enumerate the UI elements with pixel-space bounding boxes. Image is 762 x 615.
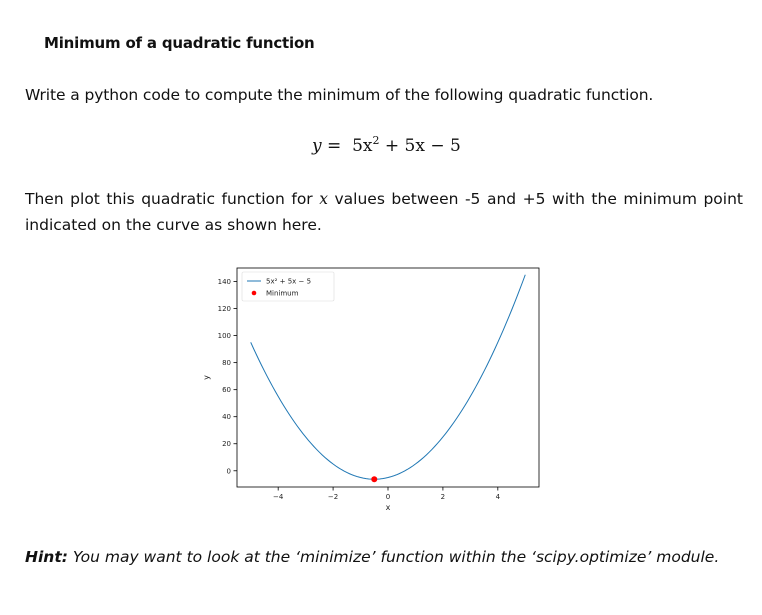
chart-legend [242, 272, 334, 301]
document-heading: Minimum of a quadratic function [44, 34, 315, 52]
y-ticks [218, 278, 237, 475]
legend-label-minimum: Minimum [266, 289, 299, 298]
plot-instruction-after: values between -5 and +5 with the minimum point indicated on the curve as shown here. [25, 190, 743, 234]
quadratic-equation: $y = 5x^2 + 5x - 5$ [312, 134, 461, 156]
quadratic-curve [251, 275, 526, 479]
y-tick-label: 100 [217, 332, 231, 341]
plot-instruction-before: Then plot this quadratic function for [25, 190, 320, 208]
y-tick-label: 0 [226, 467, 231, 476]
hint-body: You may want to look at the ‘minimize’ function within the ‘scipy.optimize’ module. [67, 548, 720, 566]
equation-rhs-suffix: + 5x − 5 [379, 136, 461, 156]
y-tick-label: 120 [217, 305, 231, 314]
equation-exponent: 2 [372, 134, 380, 147]
plot-instruction-text [25, 186, 743, 238]
hint-text [25, 548, 719, 566]
y-tick-label: 40 [222, 413, 231, 422]
plot-instruction-var: x [319, 190, 328, 208]
x-ticks [273, 487, 501, 501]
series-layer [251, 275, 526, 482]
quadratic-plot [195, 262, 555, 522]
x-tick-label: 4 [495, 493, 501, 501]
x-tick-label: −2 [327, 493, 339, 501]
y-tick-label: 20 [222, 440, 231, 449]
x-tick-label: −4 [273, 493, 284, 501]
hint-label: Hint: [25, 548, 68, 566]
legend-label-curve: 5x² + 5x − 5 [266, 277, 312, 286]
y-axis-label: y [202, 375, 211, 380]
y-tick-label: 60 [222, 386, 231, 395]
legend-dot-swatch [252, 291, 257, 296]
x-axis-label: x [385, 503, 391, 512]
x-tick-label: 0 [385, 493, 391, 501]
minimum-point [371, 476, 377, 482]
x-tick-label: 2 [440, 493, 446, 501]
equation-rhs-prefix: 5x [352, 136, 373, 156]
y-tick-label: 140 [217, 278, 231, 287]
y-tick-label: 80 [222, 359, 231, 368]
equation-lhs: y [312, 136, 322, 156]
instruction-text: Write a python code to compute the minimum of the following quadratic function. [25, 86, 654, 104]
